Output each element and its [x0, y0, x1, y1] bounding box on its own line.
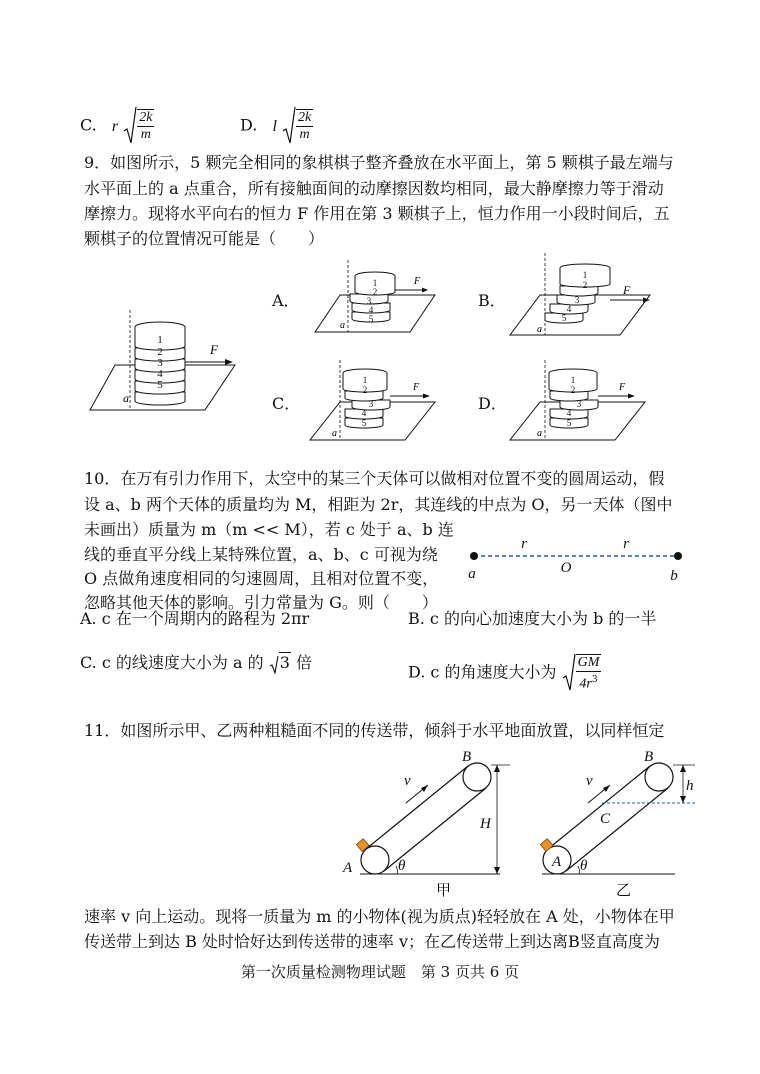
q8-option-c-numerator: 2k [139, 110, 153, 125]
q8-option-c[interactable] [80, 105, 154, 147]
q11-yi-height: h [686, 778, 694, 794]
q10-option-c[interactable] [80, 652, 312, 674]
q11-yi-point-c: C [600, 811, 611, 827]
q9-main-piece-2: 2 [157, 346, 163, 358]
q11-figure-jia [340, 745, 515, 900]
q11-yi-velocity: v [586, 773, 593, 789]
q8-option-c-radical [123, 105, 154, 147]
radical-sign-icon [562, 652, 576, 694]
q9-main-point-a: a [123, 391, 129, 405]
q10-point-a: a [468, 566, 476, 582]
q10-line-6: 忽略其他天体的影响。引力常量为 G。则（ ） [84, 593, 438, 612]
q9-main-figure [85, 310, 245, 420]
q11-jia-velocity: v [404, 773, 411, 789]
q11-figure-yi [530, 745, 705, 900]
q10-option-d-exponent: 3 [591, 674, 598, 685]
q10-line-3: 未画出）质量为 m（m << M），若 c 处于 a、b 连 [84, 520, 454, 539]
q9-line-4: 颗棋子的位置情况可能是（ ） [84, 229, 325, 248]
q8-option-d-numerator: 2k [297, 110, 312, 125]
q10-option-d-radical [562, 652, 602, 694]
q10-option-c-text: C. c 的线速度大小为 a 的 [80, 653, 264, 672]
q8-option-c-denominator: m [140, 127, 151, 142]
q9-b-piece-1: 1 [582, 270, 588, 280]
q9-main-piece-1: 1 [157, 334, 163, 346]
q9-option-a[interactable]: A． [272, 291, 300, 310]
q10-figure [460, 532, 690, 590]
q9-d-point-a: a [537, 428, 542, 439]
q10-option-d-numerator: GM [577, 654, 600, 670]
q9-b-piece-2: 2 [582, 280, 588, 290]
q9-option-b[interactable]: B． [478, 291, 506, 310]
q9-a-piece-4: 4 [368, 305, 374, 315]
q9-b-piece-4: 4 [566, 304, 572, 314]
q9-line-3: 摩擦力。现将水平向右的恒力 F 作用在第 3 颗棋子上，恒力作用一小段时间后，五 [84, 204, 670, 223]
radical-sign-icon [282, 105, 296, 147]
q10-option-a[interactable]: A. c 在一个周期内的路程为 2πr [80, 609, 310, 628]
q9-d-piece-2: 2 [570, 385, 576, 395]
q11-yi-angle: θ [580, 858, 588, 874]
q8-option-d-radical [282, 105, 313, 147]
q11-jia-angle: θ [398, 858, 406, 874]
q9-line-2: 水平面上的 a 点重合，所有接触面间的动摩擦因数均相同，最大静摩擦力等于滑动 [84, 179, 664, 198]
q9-c-point-a: a [332, 428, 337, 439]
q9-option-c[interactable]: C． [272, 394, 301, 413]
q9-c-piece-5: 5 [361, 418, 367, 428]
q8-option-d-label: D. [240, 115, 258, 135]
q9-a-point-a: a [340, 320, 345, 331]
q10-line-2: 设 a、b 两个天体的质量均为 M，相距为 2r，其连线的中点为 O，另一天体（图中 [84, 495, 673, 514]
q9-d-force-label: F [619, 382, 626, 393]
q10-option-d-text: D. c 的角速度大小为 [408, 662, 557, 682]
q9-a-piece-5: 5 [368, 314, 374, 324]
q11-jia-height: H [480, 816, 491, 832]
q9-b-point-a: a [537, 324, 542, 335]
q9-d-piece-5: 5 [566, 418, 572, 428]
q10-line-4: 线的垂直平分线上某特殊位置，a、b、c 可视为绕 [84, 545, 438, 564]
q10-line-1: 10．在万有引力作用下，太空中的某三个天体可以做相对位置不变的圆周运动，假 [84, 469, 665, 488]
q9-b-piece-5: 5 [561, 313, 567, 323]
q9-c-piece-3: 3 [368, 399, 374, 409]
q11-jia-point-b: B [462, 749, 472, 765]
q9-option-b-figure [505, 253, 655, 338]
q9-c-piece-4: 4 [361, 408, 367, 418]
q9-a-piece-3: 3 [366, 296, 372, 306]
q8-option-c-var: r [111, 117, 119, 135]
q8-option-d-denominator: m [299, 127, 310, 142]
radical-sign-icon [123, 105, 137, 147]
q9-b-force-label: F [623, 283, 631, 297]
q11-yi-point-b: B [644, 749, 654, 765]
q10-option-c-root: 3 [279, 653, 290, 672]
q11-jia-point-a: A [343, 860, 353, 876]
q9-b-piece-3: 3 [574, 295, 580, 305]
q9-option-c-figure [305, 360, 440, 442]
q9-d-piece-1: 1 [570, 375, 576, 385]
page-footer: 第一次质量检测物理试题 第 3 页共 6 页 [240, 963, 520, 981]
q9-a-piece-1: 1 [372, 278, 378, 288]
q9-c-piece-2: 2 [362, 385, 368, 395]
q9-line-1: 9．如图所示，5 颗完全相同的象棋棋子整齐叠放在水平面上，第 5 颗棋子最左端与 [84, 153, 674, 172]
q11-line-1: 11．如图所示甲、乙两种粗糙面不同的传送带，倾斜于水平地面放置，以同样恒定 [84, 721, 665, 740]
q8-option-c-label: C. [80, 115, 97, 135]
q9-main-force-label: F [210, 342, 218, 357]
q9-d-piece-4: 4 [566, 408, 572, 418]
q11-line-2: 速率 v 向上运动。现将一质量为 m 的小物体(视为质点)轻轻放在 A 处，小物体在甲 [84, 907, 675, 926]
q10-point-o: O [560, 560, 572, 576]
q9-main-piece-4: 4 [157, 368, 163, 380]
q8-option-d-var: l [272, 117, 277, 135]
q9-option-d[interactable]: D． [478, 394, 507, 413]
q9-option-d-figure [505, 360, 650, 442]
q11-jia-caption: 甲 [436, 883, 452, 899]
q11-yi-point-a: A [552, 854, 562, 870]
q9-a-piece-2: 2 [372, 287, 378, 297]
q10-line-5: O 点做角速度相同的匀速圆周，且相对位置不变， [84, 569, 439, 588]
q10-r-left: r [521, 536, 527, 552]
q11-line-3: 传送带上到达 B 处时恰好达到传送带的速率 v；在乙传送带上到达离B竖直高度为 [84, 932, 660, 951]
q10-option-b[interactable]: B. c 的向心加速度大小为 b 的一半 [408, 609, 657, 628]
q10-point-b: b [670, 568, 678, 584]
q9-a-force-label: F [414, 276, 421, 287]
q10-r-right: r [623, 536, 629, 552]
q9-c-force-label: F [413, 382, 420, 393]
q9-main-piece-5: 5 [157, 379, 163, 391]
radical-sign-icon [269, 654, 279, 674]
q8-option-d[interactable] [240, 105, 313, 147]
q10-option-d[interactable] [408, 652, 601, 694]
q9-option-a-figure [310, 260, 440, 335]
q9-c-piece-1: 1 [362, 375, 368, 385]
q10-option-d-denominator: 4r [579, 676, 592, 692]
q10-option-c-suffix: 倍 [295, 653, 312, 672]
q9-d-piece-3: 3 [576, 399, 582, 409]
q9-main-piece-3: 3 [157, 357, 163, 369]
q11-yi-caption: 乙 [616, 883, 632, 899]
